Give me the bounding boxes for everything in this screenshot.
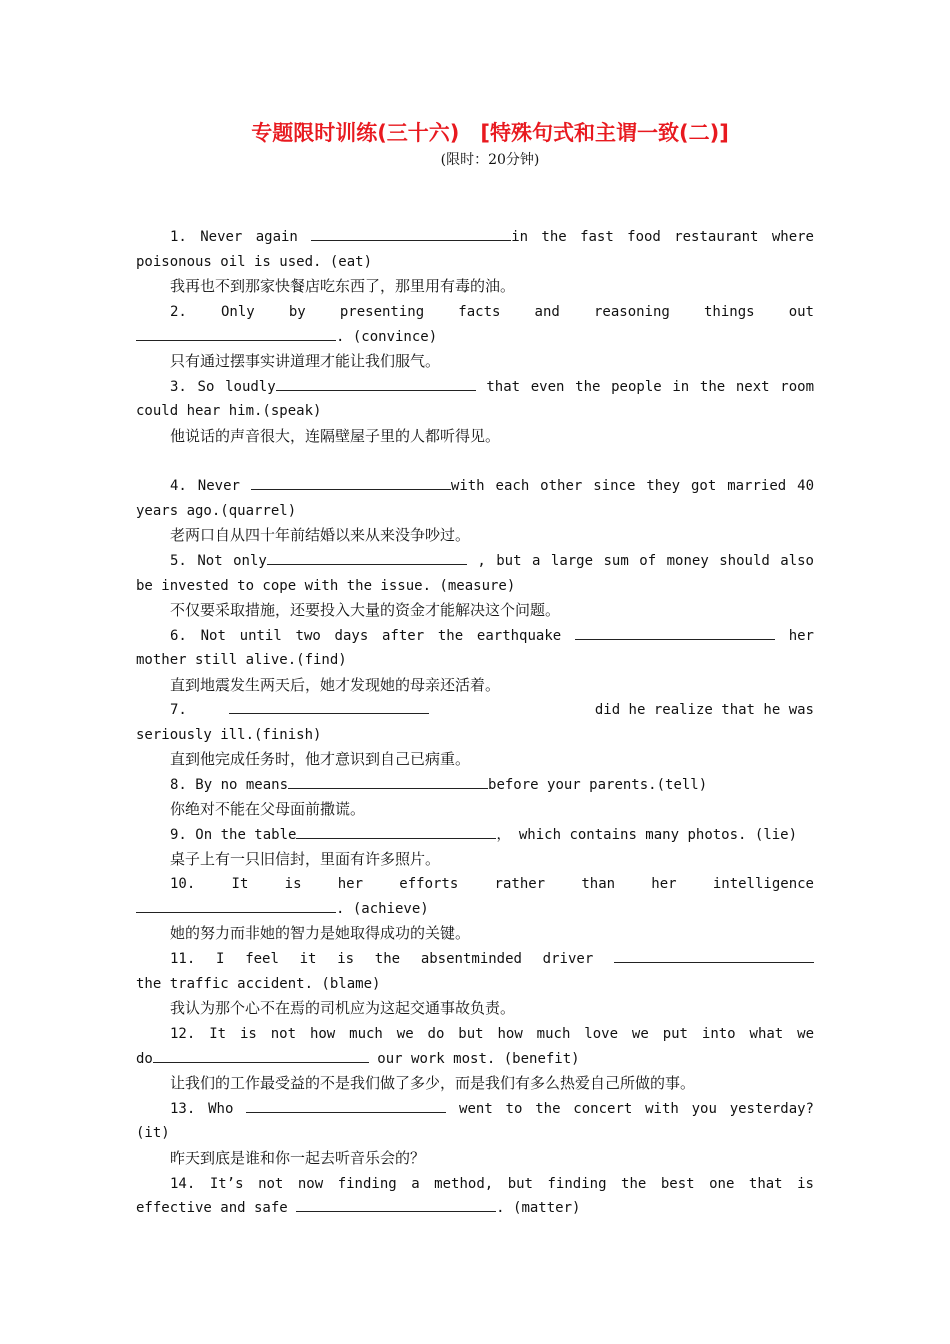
question-11-translation: 我认为那个心不在焉的司机应为这起交通事故负责。	[170, 999, 516, 1017]
question-8-translation: 你绝对不能在父母面前撒谎。	[170, 800, 366, 818]
question-13-line-2: (it)	[136, 1125, 170, 1141]
answer-blank-10[interactable]	[136, 898, 336, 913]
question-8-line-1: 8. By no means before your parents.(tell)	[170, 773, 814, 797]
question-10-line-1: 10. It is her efforts rather than her intelligence	[170, 876, 814, 892]
question-12-line-1: 12. It is not how much we do but how much love we put into what we	[170, 1026, 814, 1042]
question-7-line-2: seriously ill.(finish)	[136, 727, 322, 743]
answer-blank-8[interactable]	[288, 774, 488, 789]
question-9-translation: 桌子上有一只旧信封，里面有许多照片。	[170, 850, 441, 868]
question-5-line-1: 5. Not only , but a large sum of money should also	[170, 549, 814, 573]
question-12-line-2: do our work most. (benefit)	[136, 1047, 814, 1071]
question-4-translation: 老两口自从四十年前结婚以来从来没争吵过。	[170, 526, 471, 544]
question-11-line-1: 11. I feel it is the absentminded driver	[170, 947, 814, 971]
question-6-line-2: mother still alive.(find)	[136, 652, 347, 668]
answer-blank-5[interactable]	[267, 550, 467, 565]
answer-blank-14[interactable]	[296, 1197, 496, 1212]
answer-blank-13[interactable]	[246, 1098, 446, 1113]
question-5-line-2: be invested to cope with the issue. (measure)	[136, 578, 516, 594]
answer-blank-2[interactable]	[136, 326, 336, 341]
question-5-translation: 不仅要采取措施，还要投入大量的资金才能解决这个问题。	[170, 601, 561, 619]
answer-blank-11[interactable]	[614, 948, 814, 963]
question-13-translation: 昨天到底是谁和你一起去听音乐会的？	[170, 1149, 426, 1167]
question-2-line-1: 2. Only by presenting facts and reasoning things out	[170, 304, 814, 320]
question-6-line-1: 6. Not until two days after the earthquake her	[170, 624, 814, 648]
answer-blank-12[interactable]	[153, 1048, 369, 1063]
question-2-translation: 只有通过摆事实讲道理才能让我们服气。	[170, 352, 441, 370]
question-14-line-1: 14. It’s not now finding a method, but finding the best one that is	[170, 1176, 814, 1192]
answer-blank-7[interactable]	[229, 699, 429, 714]
question-10-translation: 她的努力而非她的智力是她取得成功的关键。	[170, 924, 471, 942]
answer-blank-4[interactable]	[251, 475, 451, 490]
answer-blank-3[interactable]	[276, 376, 476, 391]
answer-blank-6[interactable]	[575, 625, 775, 640]
answer-blank-1[interactable]	[311, 226, 511, 241]
question-3-line-1: 3. So loudly that even the people in the next room	[170, 375, 814, 399]
question-3-translation: 他说话的声音很大，连隔壁屋子里的人都听得见。	[170, 427, 501, 445]
question-1-line-1: 1. Never again in the fast food restaurant where	[170, 225, 814, 249]
question-3-line-2: could hear him.(speak)	[136, 403, 322, 419]
question-6-translation: 直到地震发生两天后，她才发现她的母亲还活着。	[170, 676, 501, 694]
question-4-line-2: years ago.(quarrel)	[136, 503, 297, 519]
question-9-line-1: 9. On the table ， which contains many photos. (lie)	[170, 823, 814, 847]
question-2-line-2: . (convince)	[136, 325, 814, 349]
question-12-translation: 让我们的工作最受益的不是我们做了多少，而是我们有多么热爱自己所做的事。	[170, 1074, 696, 1092]
question-7-line-1: 7. did he realize that he was	[170, 698, 814, 722]
question-11-line-2: the traffic accident. (blame)	[136, 976, 381, 992]
question-14-line-2: effective and safe . (matter)	[136, 1196, 814, 1220]
answer-blank-9[interactable]	[296, 824, 496, 839]
question-7-translation: 直到他完成任务时，他才意识到自己已病重。	[170, 750, 471, 768]
question-10-line-2: . (achieve)	[136, 897, 814, 921]
question-4-line-1: 4. Never with each other since they got married 40	[170, 474, 814, 498]
question-1-translation: 我再也不到那家快餐店吃东西了，那里用有毒的油。	[170, 277, 516, 295]
question-1-line-2: poisonous oil is used. (eat)	[136, 254, 373, 270]
time-limit: (限时：20分钟)	[440, 152, 540, 168]
question-13-line-1: 13. Who went to the concert with you yesterday?	[170, 1097, 814, 1121]
page-title: 专题限时训练(三十六) [特殊句式和主谓一致(二)]	[251, 121, 729, 145]
